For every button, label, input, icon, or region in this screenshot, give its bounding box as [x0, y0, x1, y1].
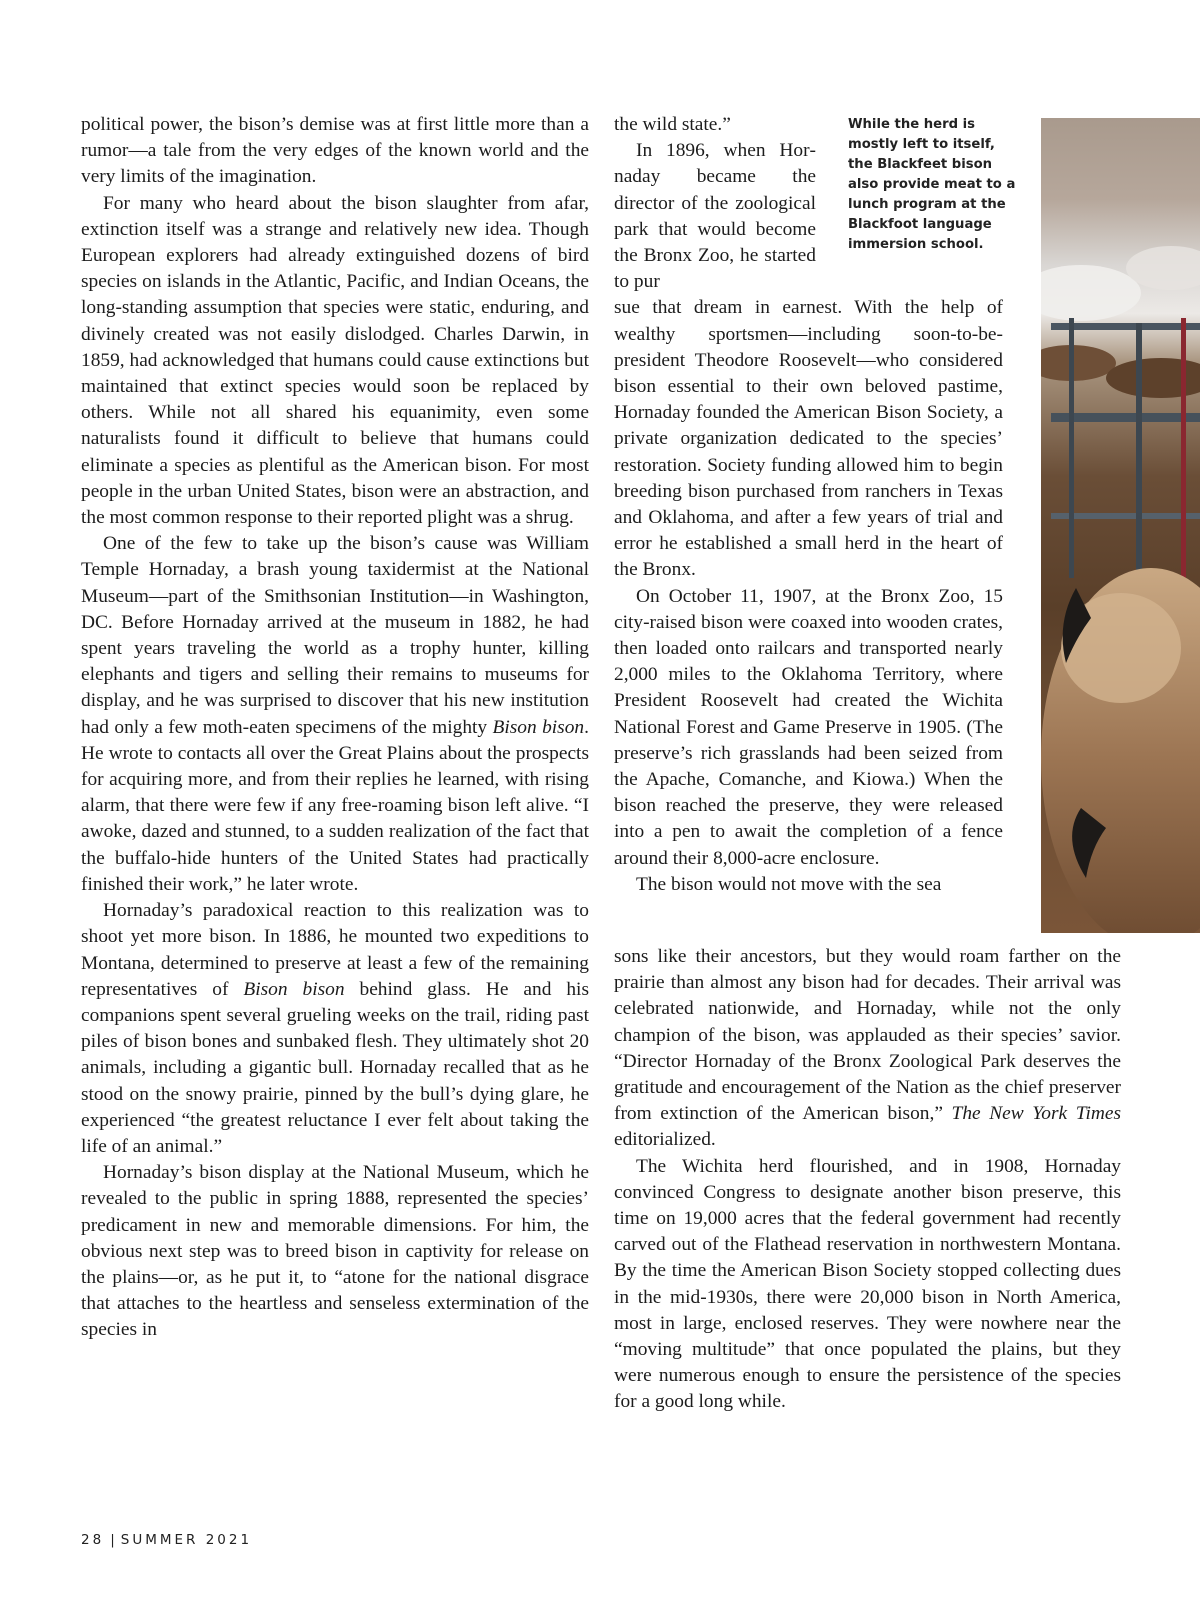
species-name: Bison bison — [243, 978, 345, 1000]
article-left-column — [81, 112, 589, 1344]
paragraph-continued: sons like their ancestors, but they would roam farther on the prairie than almost any bison had for decades. Their arrival was celebrated nationwide, and Hornaday, while not the only champion of the bison, was applauded as their species’ savior. “Director Hornaday of the Bronx Zoological Park deserves the gratitude and encouragement of the Nation as the chief preserver from extinction of the American bison,” The New York Times editorialized. — [614, 946, 1121, 1151]
bison-photo-illustration — [1041, 118, 1200, 933]
page-number: 28 — [81, 1532, 105, 1548]
paragraph: The Wichita herd flourished, and in 1908, Hornaday convinced Congress to designate another bison preserve, this time on 19,000 acres that the federal government had recently carved out of the Flathead reservation in northwestern Montana. By the time the American Bison Society stopped collecting dues in the mid-1930s, there were 20,000 bison in North America, most in large, enclosed reserves. They were nowhere near the “moving multitude” that once populated the plains, but they were numerous enough to ensure the persistence of the species for a good long while. — [614, 1155, 1121, 1413]
paragraph: political power, the bison’s demise was at first little more than a rumor—a tale from the very edges of the known world and the very limits of the imagination. — [81, 114, 589, 188]
article-right-column-bottom — [614, 944, 1121, 1416]
paragraph: One of the few to take up the bison’s cause was William Temple Hornaday, a brash young taxidermist at the National Museum—part of the Smithsonian Institution—in Washington, DC. Before Hornaday arrived at the museum in 1882, he had spent years traveling the world as a trophy hunter, killing elephants and tigers and selling their remains to museums for display, and he was surprised to discover that his new institution had only a few moth-eaten specimens of the mighty Bison bison. He wrote to contacts all over the Great Plains about the prospects for acquiring more, and from their replies he learned, with rising alarm, that there were few if any free-roaming bison left alive. “I awoke, dazed and stunned, to a sudden realization of the fact that the buffalo-hide hunters of the United States had practically finished their work,” he later wrote. — [81, 533, 589, 895]
paragraph: Hornaday’s bison display at the National Museum, which he revealed to the public in spring 1888, represented the species’ predicament in new and memorable dimensions. For him, the obvious next step was to breed bison in captivity for release on the plains—or, as he put it, to “atone for the national disgrace that attaches to the heartless and senseless extermination of the species in — [81, 1162, 589, 1341]
paragraph: Hornaday’s paradoxical reaction to this realization was to shoot yet more bison. In 1886, he mounted two expeditions to Montana, determined to preserve at least a few of the remaining representatives of Bison bison behind glass. He and his companions spent several grueling weeks on the trail, riding past piles of bison bones and sunbaked flesh. They ultimately shot 20 animals, including a gigantic bull. Hornaday recalled that as he stood on the snowy prairie, pinned by the bull’s dying glare, he experienced “the greatest reluctance I ever felt about taking the life of an animal.” — [81, 900, 589, 1157]
paragraph: For many who heard about the bison slaughter from afar, extinction itself was a strange and relatively new idea. Though European explorers had already extinguished dozens of bird species on islands in the Atlantic, Pacific, and Indian Oceans, the long-standing assumption that species were static, enduring, and divinely created was not easily dislodged. Charles Darwin, in 1859, had acknowledged that humans could cause extinctions but maintained that extinct species would soon be replaced by others. While not all shared his equanimity, even some naturalists found it difficult to believe that humans could eliminate a species as plentiful as the American bison. For most people in the urban United States, bison were an abstraction, and the most common response to their reported plight was a shrug. — [81, 192, 589, 529]
species-name: Bison bison — [492, 716, 585, 738]
photo-caption: While the herd is mostly left to itself, the Blackfeet bison also provide meat to a lunch program at the Blackfoot language immersion school. — [848, 117, 1016, 252]
footer-separator: | — [110, 1532, 115, 1548]
issue-label: SUMMER 2021 — [120, 1532, 253, 1548]
paragraph: In 1896, when Hornaday became the director of the zoological park that would become the Bronx Zoo, he started to pur — [614, 140, 816, 293]
paragraph: the wild state.” — [614, 114, 731, 135]
paragraph-continued: sue that dream in earnest. With the help of wealthy sportsmen—including soon-to-be-president Theodore Roosevelt—who considered bison essential to their own beloved pastime, Hornaday founded the American Bison Society, a private organization dedicated to the species’ restoration. Society funding allowed him to begin breeding bison purchased from ranchers in Texas and Oklahoma, and after a few years of trial and error he established a small herd in the heart of the Bronx. — [614, 297, 1003, 581]
page-footer — [81, 1532, 252, 1548]
publication-name: The New York Times — [951, 1103, 1121, 1125]
paragraph: On October 11, 1907, at the Bronx Zoo, 15 city-raised bison were coaxed into wooden crates, then loaded onto railcars and transported nearly 2,000 miles to the Oklahoma Territory, where President Roosevelt had created the Wichita National Forest and Game Preserve in 1905. (The preserve’s rich grasslands had been seized from the Apache, Comanche, and Kiowa.) When the bison reached the preserve, they were released into a pen to await the completion of a fence around their 8,000-acre enclosure. — [614, 585, 1003, 869]
paragraph: The bison would not move with the sea — [636, 873, 942, 895]
bison-photo — [1041, 118, 1200, 933]
